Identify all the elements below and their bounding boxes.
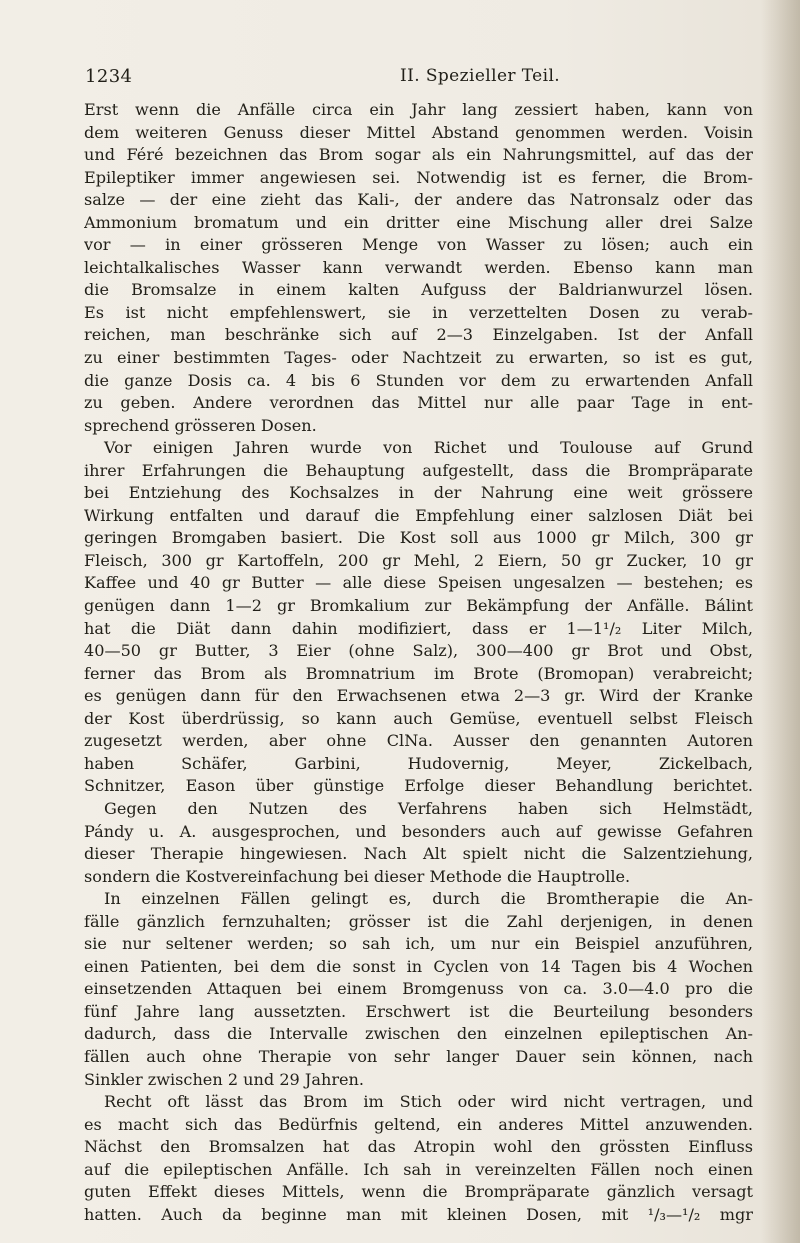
text-line: einsetzenden Attaquen bei einem Bromgenuss von ca. 3.0—4.0 pro die [84,979,753,999]
text-line: sondern die Kostvereinfachung bei dieser Methode die Hauptrolle. [84,866,631,886]
text-line: Epileptiker immer angewiesen sei. Notwendig ist es ferner, die Brom- [84,167,753,187]
text-line: vor — in einer grösseren Menge von Wasser zu lösen; auch ein [84,235,753,255]
chapter-title: II. Spezieller Teil. [400,66,561,86]
text-line: guten Effekt dieses Mittels, wenn die Brompräparate gänzlich versagt [84,1182,753,1202]
text-line: Es ist nicht empfehlenswert, sie in verzettelten Dosen zu verab- [84,302,753,322]
text-line: einen Patienten, bei dem die sonst in Cyclen von 14 Tagen bis 4 Wochen [84,956,753,976]
text-line: hatten. Auch da beginne man mit kleinen Dosen, mit ¹/₃—¹/₂ mgr [84,1204,753,1224]
text-line: bei Entziehung des Kochsalzes in der Nahrung eine weit grössere [84,483,753,503]
text-line: die Bromsalze in einem kalten Aufguss der Baldrianwurzel lösen. [84,280,753,300]
text-line: Nächst den Bromsalzen hat das Atropin wohl den grössten Einfluss [84,1137,753,1157]
text-line: In einzelnen Fällen gelingt es, durch die Bromtherapie die An- [104,889,753,909]
text-line: sprechend grösseren Dosen. [84,415,317,435]
page-edge-shadow [762,0,800,1243]
text-line: dem weiteren Genuss dieser Mittel Abstand genommen werden. Voisin [84,122,753,142]
text-line: es macht sich das Bedürfnis geltend, ein anderes Mittel anzuwenden. [84,1114,753,1134]
page-number: 1234 [85,66,133,87]
text-line: es genügen dann für den Erwachsenen etwa 2—3 gr. Wird der Kranke [84,686,753,706]
text-line: dadurch, dass die Intervalle zwischen den einzelnen epileptischen An- [84,1024,753,1044]
text-line: Erst wenn die Anfälle circa ein Jahr lang zessiert haben, kann von [84,100,753,119]
text-line: Sinkler zwischen 2 und 29 Jahren. [84,1069,365,1089]
text-line: Vor einigen Jahren wurde von Richet und Toulouse auf Grund [104,438,753,458]
text-line: salze — der eine zieht das Kali-, der andere das Natronsalz oder das [84,190,753,210]
text-line: fünf Jahre lang aussetzten. Erschwert ist die Beurteilung besonders [84,1001,753,1021]
text-line: leichtalkalisches Wasser kann verwandt werden. Ebenso kann man [84,257,753,277]
text-line: haben Schäfer, Garbini, Hudovernig, Meyer, Zickelbach, [84,753,753,773]
text-line: Fleisch, 300 gr Kartoffeln, 200 gr Mehl, 2 Eiern, 50 gr Zucker, 10 gr [84,550,753,570]
text-line: auf die epileptischen Anfälle. Ich sah in vereinzelten Fällen noch einen [84,1159,753,1179]
text-line: geringen Bromgaben basiert. Die Kost soll aus 1000 gr Milch, 300 gr [84,528,753,548]
text-line: Ammonium bromatum und ein dritter eine Mischung aller drei Salze [84,212,753,232]
text-line: Recht oft lässt das Brom im Stich oder wird nicht vertragen, und [104,1092,753,1112]
text-line: fälle gänzlich fernzuhalten; grösser ist die Zahl derjenigen, in denen [84,911,753,931]
text-line: zu einer bestimmten Tages- oder Nachtzeit zu erwarten, so ist es gut, [84,348,753,368]
text-line: hat die Diät dann dahin modifiziert, dass er 1—1¹/₂ Liter Milch, [84,618,753,638]
text-line: Schnitzer, Eason über günstige Erfolge dieser Behandlung berichtet. [84,776,753,796]
text-line: Pándy u. A. ausgesprochen, und besonders auch auf gewisse Gefahren [84,821,753,841]
text-line: ferner das Brom als Bromnatrium im Brote (Bromopan) verabreicht; [84,663,753,683]
body-text [84,99,753,1226]
text-line: die ganze Dosis ca. 4 bis 6 Stunden vor dem zu erwartenden Anfall [84,370,753,390]
text-line: zu geben. Andere verordnen das Mittel nur alle paar Tage in ent- [84,393,753,413]
text-line: reichen, man beschränke sich auf 2—3 Einzelgaben. Ist der Anfall [84,325,753,345]
text-line: fällen auch ohne Therapie von sehr langer Dauer sein können, nach [84,1046,753,1066]
text-line: Wirkung entfalten und darauf die Empfehlung einer salzlosen Diät bei [84,505,753,525]
text-line: dieser Therapie hingewiesen. Nach Alt spielt nicht die Salzentziehung, [84,844,753,864]
running-head [85,66,745,90]
text-line: Gegen den Nutzen des Verfahrens haben sich Helmstädt, [104,798,753,818]
text-line: zugesetzt werden, aber ohne ClNa. Ausser den genannten Autoren [84,731,753,751]
text-line: sie nur seltener werden; so sah ich, um nur ein Beispiel anzuführen, [84,934,753,954]
text-line: der Kost überdrüssig, so kann auch Gemüse, eventuell selbst Fleisch [84,708,753,728]
text-line: genügen dann 1—2 gr Bromkalium zur Bekämpfung der Anfälle. Bálint [84,596,753,616]
text-line: 40—50 gr Butter, 3 Eier (ohne Salz), 300—400 gr Brot und Obst, [84,641,753,661]
text-line: ihrer Erfahrungen die Behauptung aufgestellt, dass die Brompräparate [84,460,753,480]
text-line: und Féré bezeichnen das Brom sogar als ein Nahrungsmittel, auf das der [84,145,753,165]
text-line: Kaffee und 40 gr Butter — alle diese Speisen ungesalzen — bestehen; es [84,573,753,593]
